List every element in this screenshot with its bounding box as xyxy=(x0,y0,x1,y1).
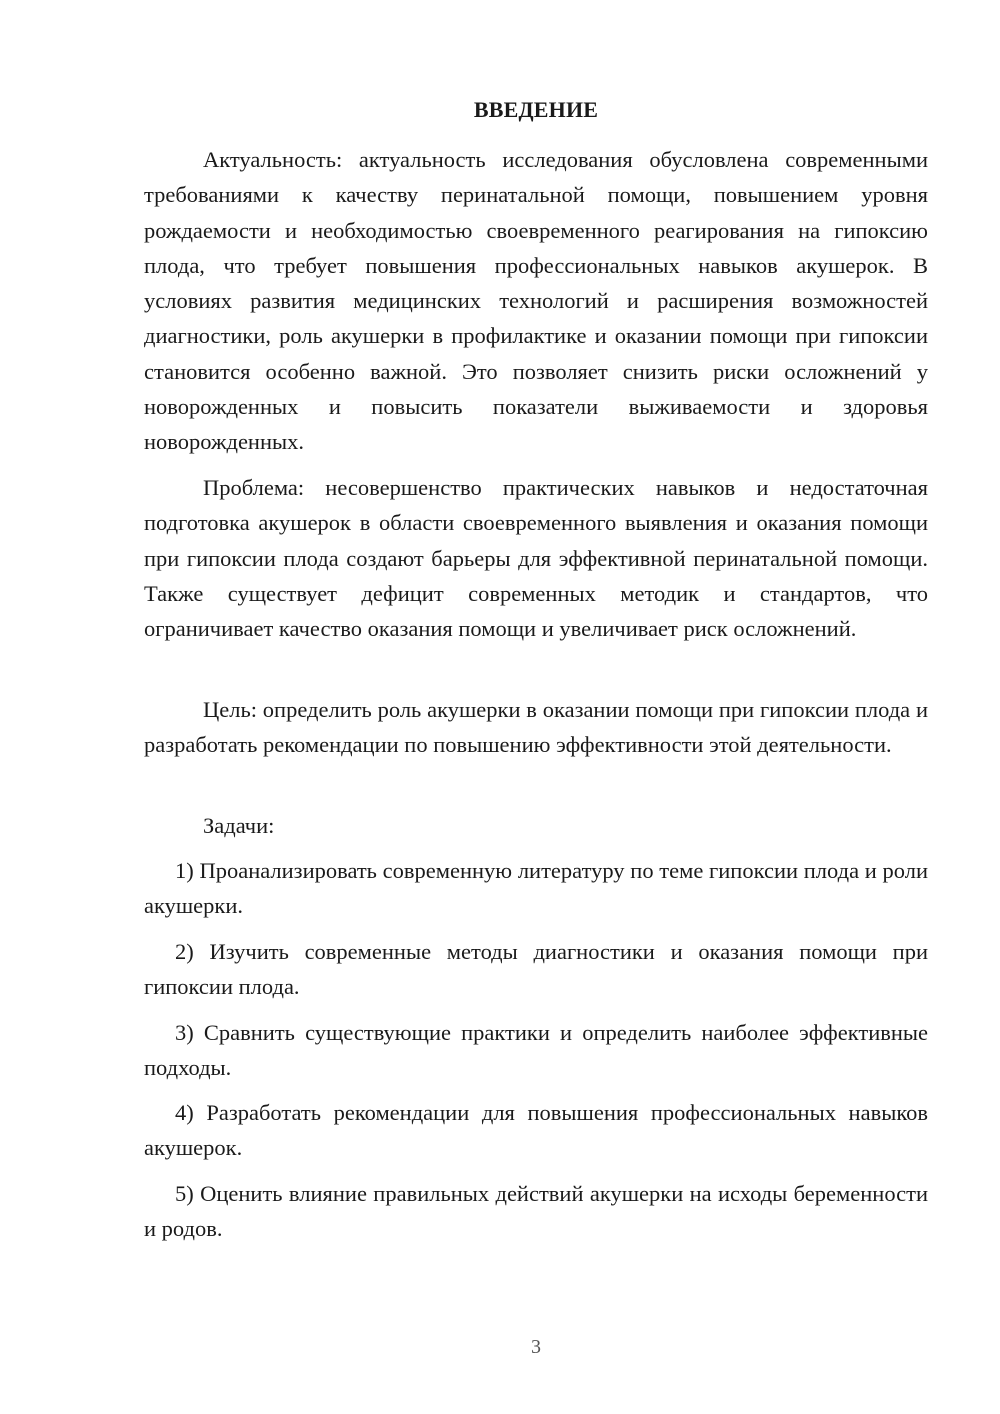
task-item-4: 4) Разработать рекомендации для повышения профессиональных навыков акушерок. xyxy=(144,1100,928,1161)
task-item-2: 2) Изучить современные методы диагностики и оказания помощи при гипоксии плода. xyxy=(144,939,928,1000)
relevance-paragraph: Актуальность: актуальность исследования обусловлена современными требованиями к качеству перинатальной помощи, повышением уровня рождаемости и необходимостью своевременного реагирования на гипоксию плода, что требует повышения профессиональных навыков акушерок. В условиях развития медицинских технологий и расширения возможностей диагностики, роль акушерки в профилактике и оказании помощи при гипоксии становится особенно важной. Это позволяет снизить риски осложнений у новорожденных и повысить показатели выживаемости и здоровья новорожденных. xyxy=(144,147,928,455)
page-number: 3 xyxy=(531,1336,541,1358)
goal-paragraph: Цель: определить роль акушерки в оказании помощи при гипоксии плода и разработать рекомендации по повышению эффективности этой деятельности. xyxy=(144,697,928,758)
section-title: ВВЕДЕНИЕ xyxy=(473,97,599,122)
task-item-3: 3) Сравнить существующие практики и определить наиболее эффективные подходы. xyxy=(144,1020,928,1081)
tasks-heading: Задачи: xyxy=(203,813,275,838)
task-item-1: 1) Проанализировать современную литературу по теме гипоксии плода и роли акушерки. xyxy=(144,858,928,919)
problem-paragraph: Проблема: несовершенство практических навыков и недостаточная подготовка акушерок в области своевременного выявления и оказания помощи при гипоксии плода создают барьеры для эффективной перинатальной помощи. Также существует дефицит современных методик и стандартов, что ограничивает качество оказания помощи и увеличивает риск осложнений. xyxy=(144,475,928,642)
task-item-5: 5) Оценить влияние правильных действий акушерки на исходы беременности и родов. xyxy=(144,1181,928,1242)
